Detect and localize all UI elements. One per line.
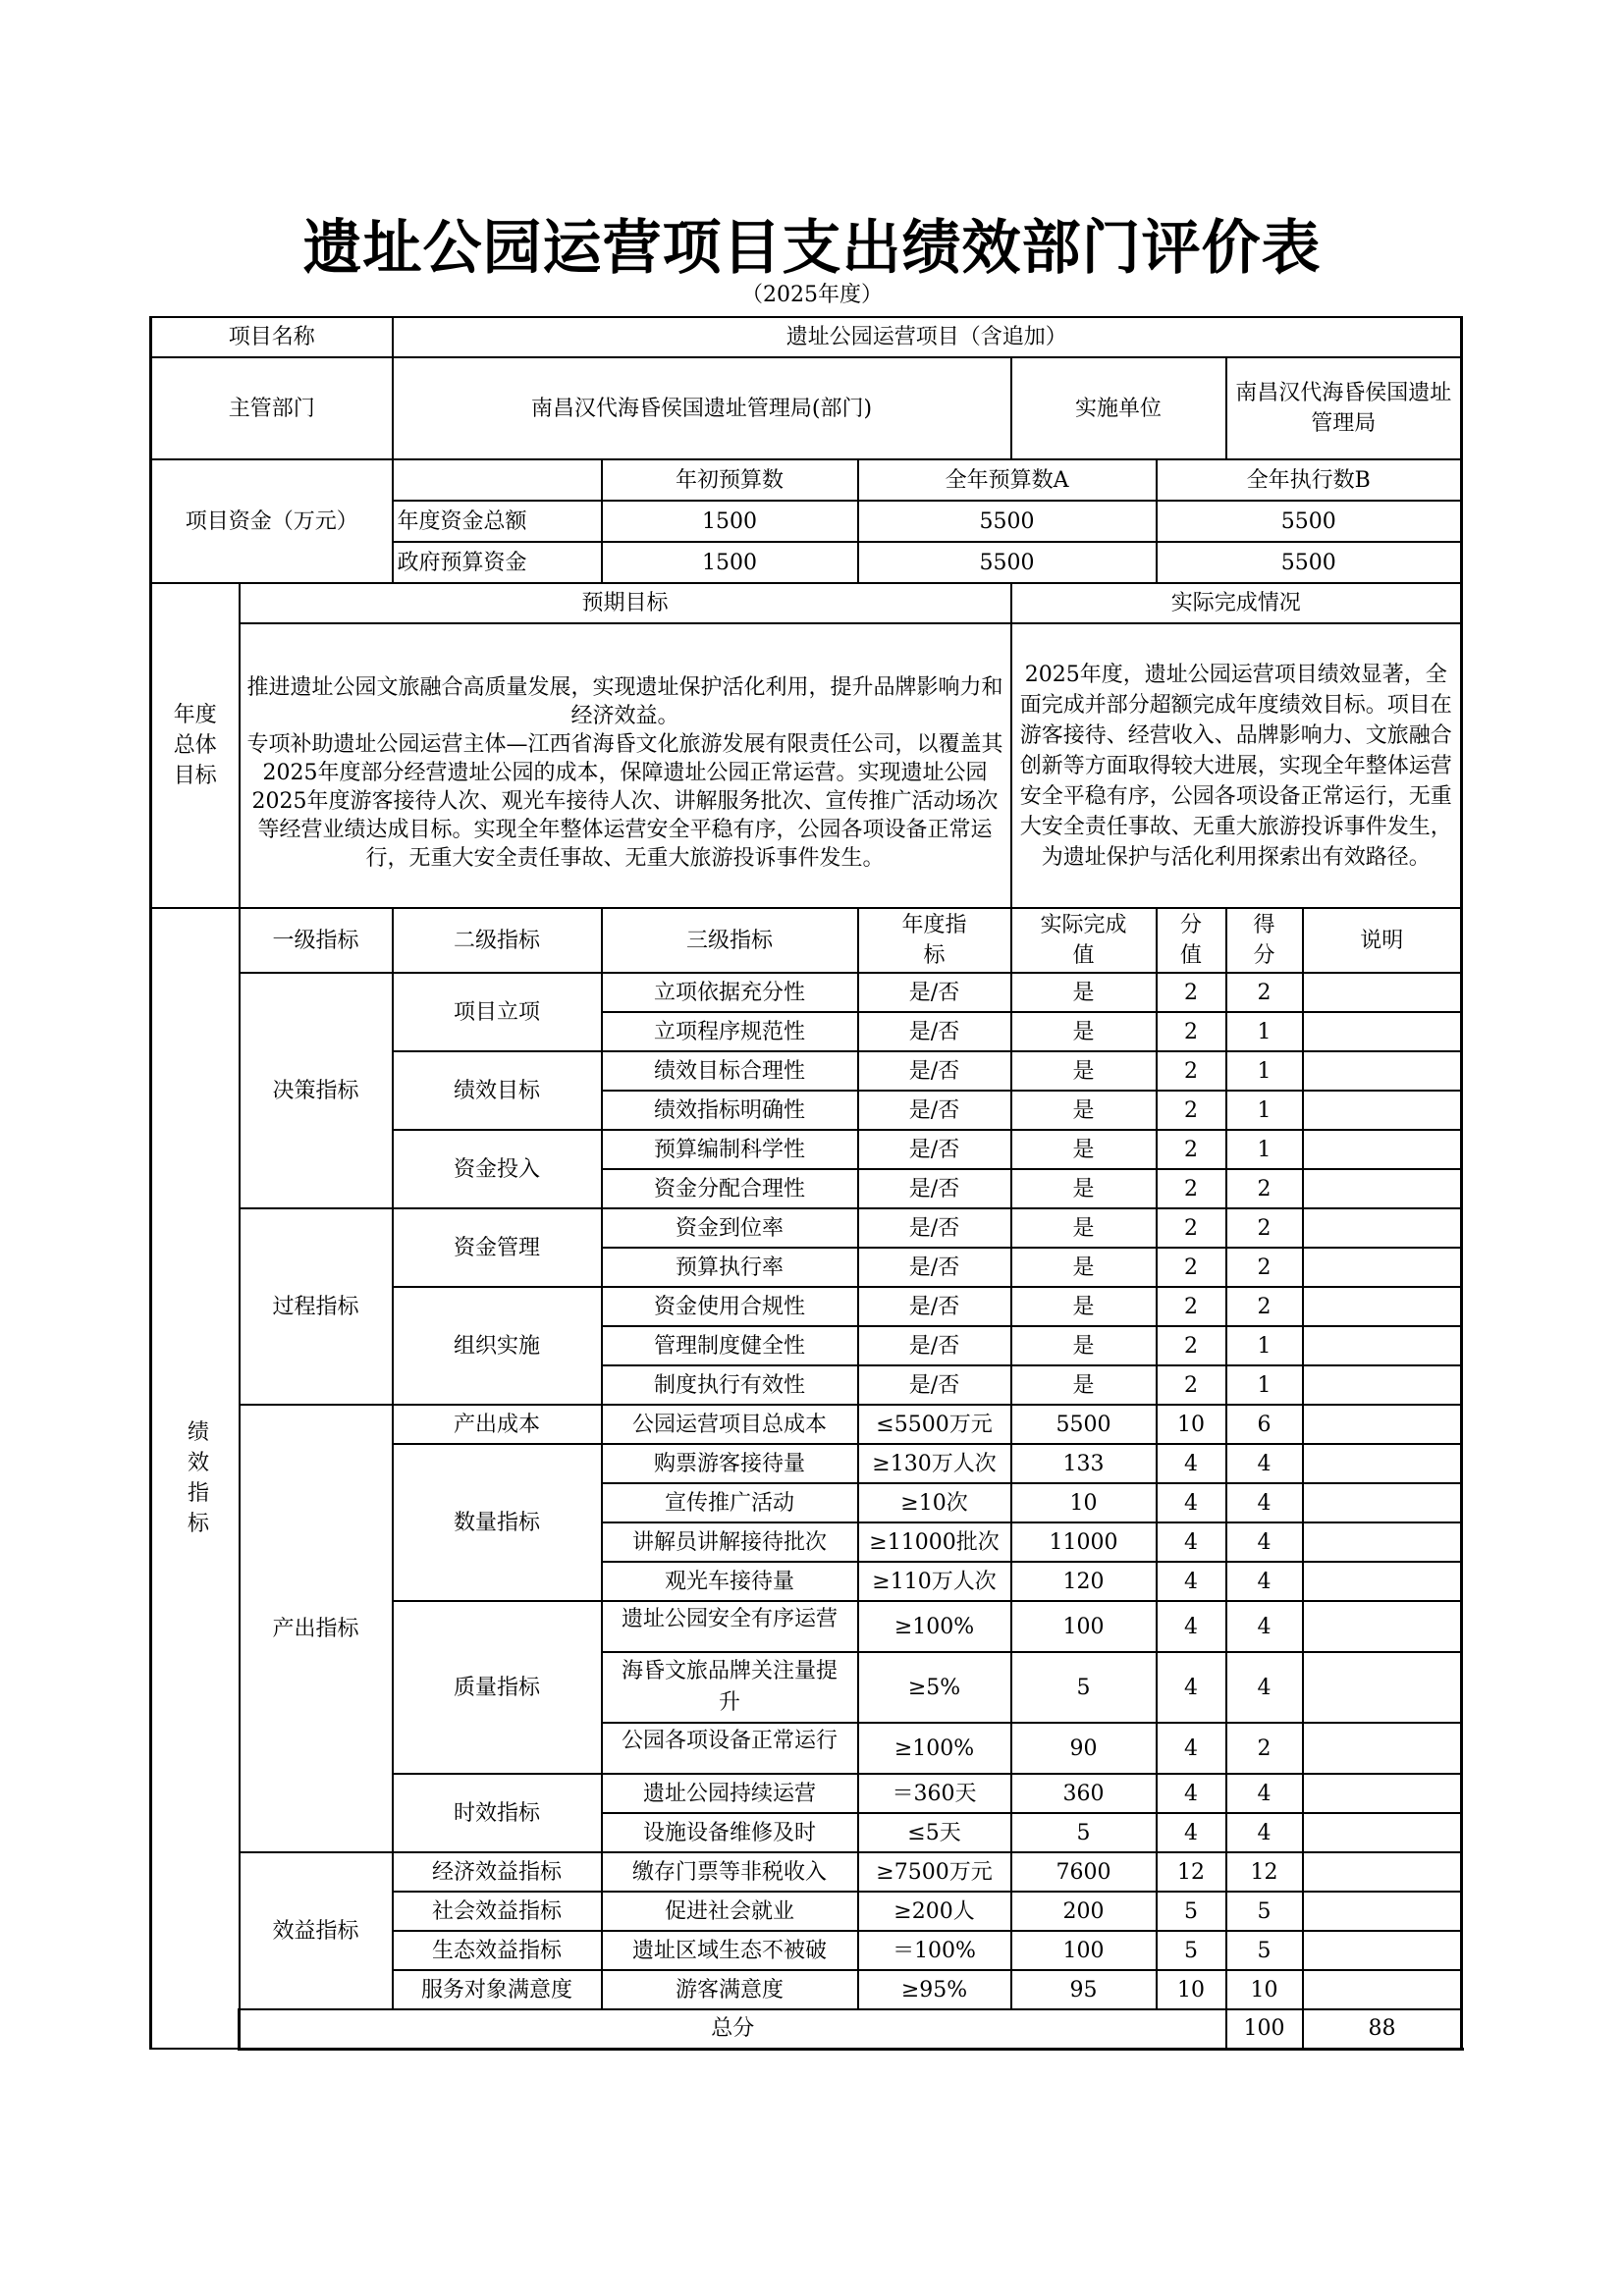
l1-output: 产出指标 xyxy=(240,1405,393,1852)
l2-manyi: 服务对象满意度 xyxy=(393,1970,602,2009)
row-note xyxy=(1303,1601,1462,1652)
row-l3: 游客满意度 xyxy=(602,1970,858,2009)
row-l3: 绩效指标明确性 xyxy=(602,1091,858,1130)
row-weight: 2 xyxy=(1157,1051,1226,1091)
row-target: 是/否 xyxy=(858,1130,1011,1169)
row-target: ≥100% xyxy=(858,1601,1011,1652)
row-l3: 公园运营项目总成本 xyxy=(602,1405,858,1444)
row-note xyxy=(1303,1326,1462,1365)
row-score: 1 xyxy=(1226,1051,1303,1091)
row-l3: 管理制度健全性 xyxy=(602,1326,858,1365)
row-target: 是/否 xyxy=(858,1365,1011,1405)
row-l3: 资金使用合规性 xyxy=(602,1287,858,1326)
row-l3: 观光车接待量 xyxy=(602,1562,858,1601)
row-target: ≥110万人次 xyxy=(858,1562,1011,1601)
row-actual: 100 xyxy=(1011,1601,1157,1652)
row-weight: 2 xyxy=(1157,1091,1226,1130)
col-score: 得分 xyxy=(1226,908,1303,973)
row-weight: 2 xyxy=(1157,1365,1226,1405)
row-target: 是/否 xyxy=(858,1051,1011,1091)
label-actual-status: 实际完成情况 xyxy=(1011,583,1462,623)
label-funds: 项目资金（万元） xyxy=(151,459,393,583)
row-l3: 立项程序规范性 xyxy=(602,1012,858,1051)
label-total-funds: 年度资金总额 xyxy=(393,501,602,542)
row-target: ≥7500万元 xyxy=(858,1852,1011,1892)
row-actual: 是 xyxy=(1011,1130,1157,1169)
row-target: ≥95% xyxy=(858,1970,1011,2009)
row-l3: 海昏文旅品牌关注量提升 xyxy=(602,1652,858,1723)
row-note xyxy=(1303,973,1462,1012)
label-full-exec: 全年执行数B xyxy=(1157,459,1462,501)
row-score: 4 xyxy=(1226,1601,1303,1652)
row-actual: 是 xyxy=(1011,1012,1157,1051)
row-note xyxy=(1303,1723,1462,1774)
funds-header-blank xyxy=(393,459,602,501)
dept-value: 南昌汉代海昏侯国遗址管理局(部门) xyxy=(393,357,1011,459)
l2-zijin-guanli: 资金管理 xyxy=(393,1208,602,1287)
row-note xyxy=(1303,1208,1462,1248)
row-actual: 是 xyxy=(1011,1287,1157,1326)
l2-zhiliang: 质量指标 xyxy=(393,1601,602,1774)
row-weight: 4 xyxy=(1157,1601,1226,1652)
l2-zuzhi: 组织实施 xyxy=(393,1287,602,1405)
gov-funds-initial: 1500 xyxy=(602,542,858,583)
row-weight: 4 xyxy=(1157,1774,1226,1813)
label-dept: 主管部门 xyxy=(151,357,393,459)
col-l3: 三级指标 xyxy=(602,908,858,973)
row-note xyxy=(1303,1405,1462,1444)
row-target: ≥5% xyxy=(858,1652,1011,1723)
row-note xyxy=(1303,1562,1462,1601)
label-full-budget: 全年预算数A xyxy=(858,459,1157,501)
row-l3 xyxy=(602,1601,858,1652)
label-expected-goal: 预期目标 xyxy=(240,583,1011,623)
row-actual: 90 xyxy=(1011,1723,1157,1774)
row-score: 1 xyxy=(1226,1091,1303,1130)
project-name-value: 遗址公园运营项目（含追加） xyxy=(393,317,1462,357)
row-weight: 4 xyxy=(1157,1813,1226,1852)
row-score: 2 xyxy=(1226,1208,1303,1248)
row-actual: 是 xyxy=(1011,1326,1157,1365)
row-note xyxy=(1303,1012,1462,1051)
l1-benefit: 效益指标 xyxy=(240,1852,393,2009)
row-weight: 12 xyxy=(1157,1852,1226,1892)
row-l3: 资金到位率 xyxy=(602,1208,858,1248)
row-score: 1 xyxy=(1226,1012,1303,1051)
row-score: 4 xyxy=(1226,1444,1303,1483)
row-note xyxy=(1303,1444,1462,1483)
impl-unit-value: 南昌汉代海昏侯国遗址管理局 xyxy=(1226,357,1462,459)
row-actual: 120 xyxy=(1011,1562,1157,1601)
row-l3: 购票游客接待量 xyxy=(602,1444,858,1483)
label-total: 总分 xyxy=(240,2009,1226,2049)
row-target: 是/否 xyxy=(858,1012,1011,1051)
row-actual: 95 xyxy=(1011,1970,1157,2009)
row-target: 是/否 xyxy=(858,973,1011,1012)
row-note xyxy=(1303,1774,1462,1813)
row-actual: 是 xyxy=(1011,1169,1157,1208)
row-weight: 4 xyxy=(1157,1723,1226,1774)
row-score: 5 xyxy=(1226,1931,1303,1970)
col-l1: 一级指标 xyxy=(240,908,393,973)
report-year: （2025年度） xyxy=(741,283,883,307)
gov-funds-exec: 5500 xyxy=(1157,542,1462,583)
row-weight: 2 xyxy=(1157,1130,1226,1169)
row-score: 1 xyxy=(1226,1365,1303,1405)
l1-decision: 决策指标 xyxy=(240,973,393,1208)
row-note xyxy=(1303,1522,1462,1562)
row-l3: 立项依据充分性 xyxy=(602,973,858,1012)
row-weight: 4 xyxy=(1157,1652,1226,1723)
row-target: ＝100% xyxy=(858,1931,1011,1970)
row-actual: 133 xyxy=(1011,1444,1157,1483)
row-l3: 宣传推广活动 xyxy=(602,1483,858,1522)
row-l3: 遗址公园持续运营 xyxy=(602,1774,858,1813)
row-note xyxy=(1303,1365,1462,1405)
label-initial-budget: 年初预算数 xyxy=(602,459,858,501)
row-actual: 5500 xyxy=(1011,1405,1157,1444)
row-score: 1 xyxy=(1226,1326,1303,1365)
l2-chengben: 产出成本 xyxy=(393,1405,602,1444)
row-score: 10 xyxy=(1226,1970,1303,2009)
row-l3: 制度执行有效性 xyxy=(602,1365,858,1405)
row-weight: 2 xyxy=(1157,1012,1226,1051)
row-note xyxy=(1303,1970,1462,2009)
row-target: ≤5500万元 xyxy=(858,1405,1011,1444)
row-target: ＝360天 xyxy=(858,1774,1011,1813)
expected-goal-text: 推进遗址公园文旅融合高质量发展，实现遗址保护活化利用，提升品牌影响力和经济效益。 专项补助遗址公园运营主体—江西省海昏文化旅游发展有限责任公司，以覆盖其2025年度部分经营遗址公园的成本，保障遗址公园正常运营。实现遗址公园2025年度游客接待人次、观光车接待人次、讲解服务批次、宣传推广活动场次等经营业绩达成目标。实现全年整体运营安全平稳有序，公园各项设备正常运行，无重大安全责任事故、无重大旅游投诉事件发生。 xyxy=(240,623,1011,908)
row-note xyxy=(1303,1892,1462,1931)
l2-zijin-touru: 资金投入 xyxy=(393,1130,602,1208)
col-weight: 分值 xyxy=(1157,908,1226,973)
row-score: 5 xyxy=(1226,1892,1303,1931)
row-l3: 缴存门票等非税收入 xyxy=(602,1852,858,1892)
row-l3: 预算编制科学性 xyxy=(602,1130,858,1169)
row-score: 4 xyxy=(1226,1774,1303,1813)
row-score: 12 xyxy=(1226,1852,1303,1892)
total-funds-full: 5500 xyxy=(858,501,1157,542)
l2-shengtai: 生态效益指标 xyxy=(393,1931,602,1970)
row-actual: 是 xyxy=(1011,973,1157,1012)
l2-shehui: 社会效益指标 xyxy=(393,1892,602,1931)
row-target: ≤5天 xyxy=(858,1813,1011,1852)
row-note xyxy=(1303,1652,1462,1723)
row-score: 2 xyxy=(1226,1723,1303,1774)
row-l3: 资金分配合理性 xyxy=(602,1169,858,1208)
l2-jixiao: 绩效目标 xyxy=(393,1051,602,1130)
row-actual: 5 xyxy=(1011,1652,1157,1723)
row-actual: 360 xyxy=(1011,1774,1157,1813)
row-weight: 2 xyxy=(1157,1326,1226,1365)
row-l3: 遗址区域生态不被破 xyxy=(602,1931,858,1970)
row-l3 xyxy=(602,1723,858,1774)
row-note xyxy=(1303,1852,1462,1892)
label-perf-indicators: 绩效指标 xyxy=(151,908,240,2049)
row-score: 4 xyxy=(1226,1522,1303,1562)
total-funds-initial: 1500 xyxy=(602,501,858,542)
row-weight: 2 xyxy=(1157,973,1226,1012)
row-weight: 4 xyxy=(1157,1444,1226,1483)
row-note xyxy=(1303,1169,1462,1208)
row-note xyxy=(1303,1287,1462,1326)
row-note xyxy=(1303,1931,1462,1970)
row-l3: 设施设备维修及时 xyxy=(602,1813,858,1852)
l1-process: 过程指标 xyxy=(240,1208,393,1405)
row-weight: 2 xyxy=(1157,1208,1226,1248)
row-score: 2 xyxy=(1226,973,1303,1012)
row-note xyxy=(1303,1051,1462,1091)
row-actual: 是 xyxy=(1011,1091,1157,1130)
label-project-name: 项目名称 xyxy=(151,317,393,357)
page-title: 遗址公园运营项目支出绩效部门评价表 xyxy=(302,214,1322,283)
row-score: 6 xyxy=(1226,1405,1303,1444)
row-actual: 是 xyxy=(1011,1248,1157,1287)
label-impl-unit: 实施单位 xyxy=(1011,357,1226,459)
row-score: 4 xyxy=(1226,1483,1303,1522)
row-note xyxy=(1303,1483,1462,1522)
row-weight: 2 xyxy=(1157,1169,1226,1208)
col-l2: 二级指标 xyxy=(393,908,602,973)
actual-status-text: 2025年度，遗址公园运营项目绩效显著，全面完成并部分超额完成年度绩效目标。项目在游客接待、经营收入、品牌影响力、文旅融合创新等方面取得较大进展，实现全年整体运营安全平稳有序，公园各项设备正常运行，无重大安全责任事故、无重大旅游投诉事件发生，为遗址保护与活化利用探索出有效路径。 xyxy=(1011,623,1462,908)
label-annual-goal: 年度总体目标 xyxy=(151,583,240,908)
row-l3-text: 遗址公园安全有序运营 xyxy=(622,1607,839,1631)
row-actual: 11000 xyxy=(1011,1522,1157,1562)
row-note xyxy=(1303,1813,1462,1852)
label-gov-funds: 政府预算资金 xyxy=(393,542,602,583)
row-score: 1 xyxy=(1226,1130,1303,1169)
row-score: 4 xyxy=(1226,1562,1303,1601)
total-funds-exec: 5500 xyxy=(1157,501,1462,542)
row-target: ≥130万人次 xyxy=(858,1444,1011,1483)
row-note xyxy=(1303,1248,1462,1287)
row-l3: 预算执行率 xyxy=(602,1248,858,1287)
row-score: 2 xyxy=(1226,1248,1303,1287)
row-actual: 5 xyxy=(1011,1813,1157,1852)
row-target: 是/否 xyxy=(858,1326,1011,1365)
row-weight: 5 xyxy=(1157,1931,1226,1970)
l2-lixiang: 项目立项 xyxy=(393,973,602,1051)
row-target: 是/否 xyxy=(858,1169,1011,1208)
row-actual: 是 xyxy=(1011,1365,1157,1405)
row-l3: 讲解员讲解接待批次 xyxy=(602,1522,858,1562)
evaluation-table xyxy=(149,316,1463,2051)
row-actual: 200 xyxy=(1011,1892,1157,1931)
row-target: 是/否 xyxy=(858,1248,1011,1287)
col-note: 说明 xyxy=(1303,908,1462,973)
row-actual: 是 xyxy=(1011,1051,1157,1091)
col-actual: 实际完成值 xyxy=(1011,908,1157,973)
row-target: ≥10次 xyxy=(858,1483,1011,1522)
row-weight: 5 xyxy=(1157,1892,1226,1931)
total-score: 88 xyxy=(1303,2009,1462,2049)
l2-jingji: 经济效益指标 xyxy=(393,1852,602,1892)
row-actual: 是 xyxy=(1011,1208,1157,1248)
row-target: 是/否 xyxy=(858,1208,1011,1248)
row-actual: 7600 xyxy=(1011,1852,1157,1892)
row-weight: 10 xyxy=(1157,1405,1226,1444)
row-target: 是/否 xyxy=(858,1287,1011,1326)
col-annual: 年度指标 xyxy=(858,908,1011,973)
row-l3-text: 公园各项设备正常运行 xyxy=(622,1729,839,1753)
row-weight: 10 xyxy=(1157,1970,1226,2009)
total-weight: 100 xyxy=(1226,2009,1303,2049)
row-weight: 4 xyxy=(1157,1562,1226,1601)
row-score: 2 xyxy=(1226,1287,1303,1326)
l2-shuliang: 数量指标 xyxy=(393,1444,602,1601)
row-weight: 2 xyxy=(1157,1248,1226,1287)
gov-funds-full: 5500 xyxy=(858,542,1157,583)
row-actual: 100 xyxy=(1011,1931,1157,1970)
row-weight: 2 xyxy=(1157,1287,1226,1326)
row-l3: 绩效目标合理性 xyxy=(602,1051,858,1091)
row-target: ≥100% xyxy=(858,1723,1011,1774)
row-actual: 10 xyxy=(1011,1483,1157,1522)
row-target: ≥200人 xyxy=(858,1892,1011,1931)
l2-shixiao: 时效指标 xyxy=(393,1774,602,1852)
row-score: 4 xyxy=(1226,1813,1303,1852)
row-note xyxy=(1303,1130,1462,1169)
row-note xyxy=(1303,1091,1462,1130)
row-target: ≥11000批次 xyxy=(858,1522,1011,1562)
row-l3: 促进社会就业 xyxy=(602,1892,858,1931)
row-weight: 4 xyxy=(1157,1522,1226,1562)
row-weight: 4 xyxy=(1157,1483,1226,1522)
row-target: 是/否 xyxy=(858,1091,1011,1130)
row-score: 4 xyxy=(1226,1652,1303,1723)
row-score: 2 xyxy=(1226,1169,1303,1208)
